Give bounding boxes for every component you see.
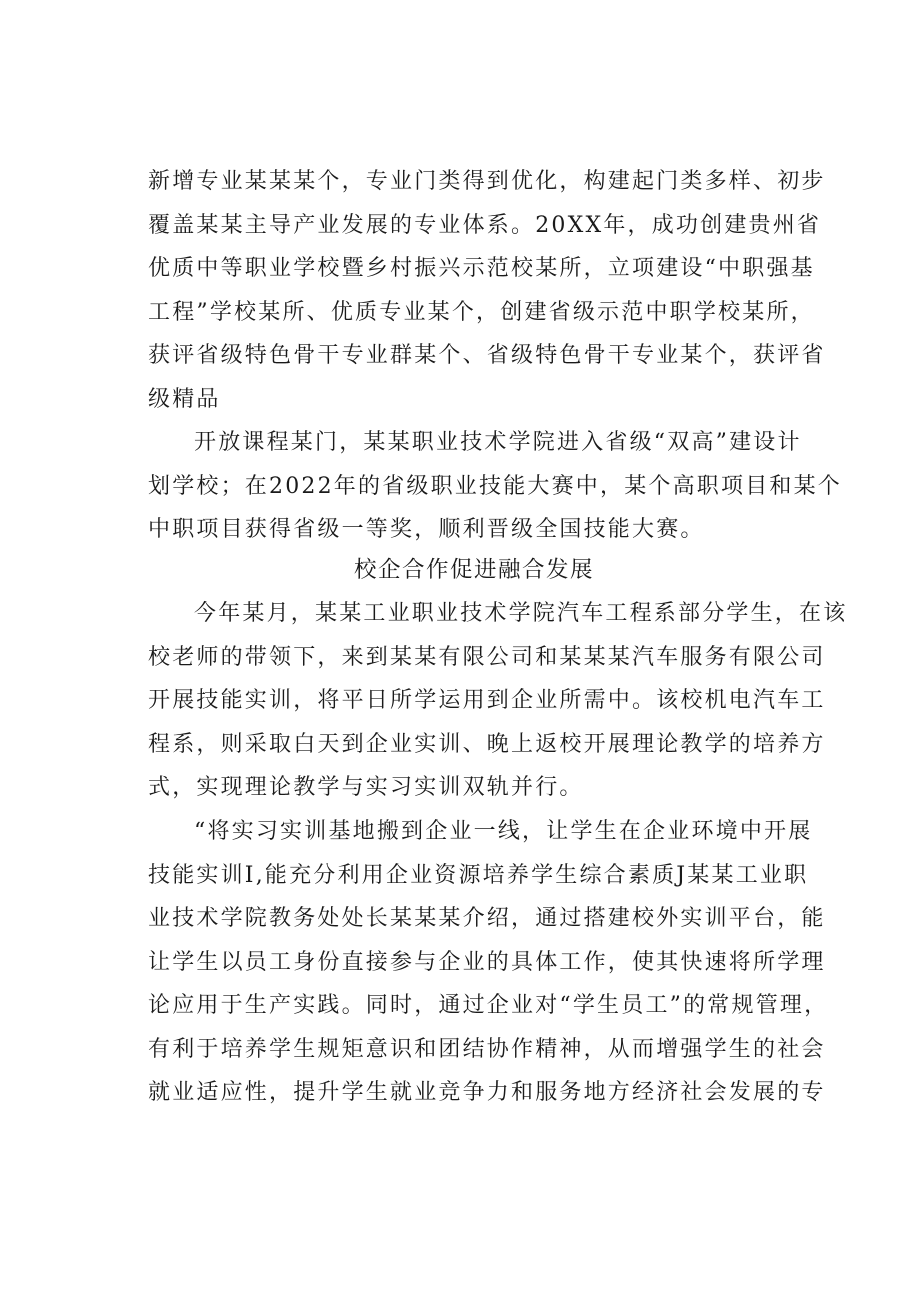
paragraph-4-line-6: 有利于培养学生规矩意识和团结协作精神，从而增强学生的社会 [148, 1036, 826, 1062]
paragraph-4-line-3: 业技术学院教务处处长某某某介绍，通过搭建校外实训平台，能 [148, 906, 826, 931]
paragraph-3-line-2: 校老师的带领下，来到某某有限公司和某某某汽车服务有限公司 [148, 644, 826, 670]
paragraph-1 [148, 160, 826, 421]
paragraph-3-line-4: 程系，则采取白天到企业实训、晚上返校开展理论教学的培养方 [148, 731, 826, 757]
paragraph-2 [148, 421, 842, 552]
section-heading: 校企合作促进融合发展 [353, 557, 594, 583]
paragraph-1-line-1: 新增专业某某某个，专业门类得到优化，构建起门类多样、初步 [148, 169, 826, 194]
paragraph-1-line-4: 工程”学校某所、优质专业某个，创建省级示范中职学校某所， [148, 299, 815, 325]
paragraph-2-line-2: 划学校；在2022年的省级职业技能大赛中，某个高职项目和某个 [148, 473, 842, 499]
paragraph-2-line-3: 中职项目获得省级一等奖，顺利晋级全国技能大赛。 [148, 517, 705, 542]
paragraph-4 [148, 810, 829, 1115]
paragraph-3-line-3: 开展技能实训，将平日所学运用到企业所需中。该校机电汽车工 [148, 688, 826, 713]
paragraph-2-line-1: 开放课程某门，某某职业技术学院进入省级“双高”建设计 [194, 430, 802, 455]
paragraph-3 [148, 592, 848, 810]
paragraph-4-line-4: 让学生以员工身份直接参与企业的具体工作，使其快速将所学理 [148, 949, 826, 975]
paragraph-1-line-2: 覆盖某某主导产业发展的专业体系。20XX年，成功创建贵州省 [148, 212, 822, 238]
paragraph-4-line-5: 论应用于生产实践。同时，通过企业对“学生员工”的常规管理， [148, 993, 829, 1018]
paragraph-4-line-2: 技能实训I,能充分利用企业资源培养学生综合素质J某某工业职 [148, 862, 809, 888]
paragraph-4-line-7: 就业适应性，提升学生就业竞争力和服务地方经济社会发展的专 [148, 1080, 826, 1105]
paragraph-1-line-6: 级精品 [148, 386, 221, 412]
paragraph-1-line-3: 优质中等职业学校暨乡村振兴示范校某所，立项建设“中职强基 [148, 256, 815, 281]
paragraph-3-line-1: 今年某月，某某工业职业技术学院汽车工程系部分学生，在该 [194, 601, 848, 626]
paragraph-3-line-5: 式，实现理论教学与实习实训双轨并行。 [148, 775, 584, 800]
paragraph-1-line-5: 获评省级特色骨干专业群某个、省级特色骨干专业某个，获评省 [148, 343, 826, 368]
paragraph-4-line-1: “将实习实训基地搬到企业一线，让学生在企业环境中开展 [194, 819, 813, 844]
